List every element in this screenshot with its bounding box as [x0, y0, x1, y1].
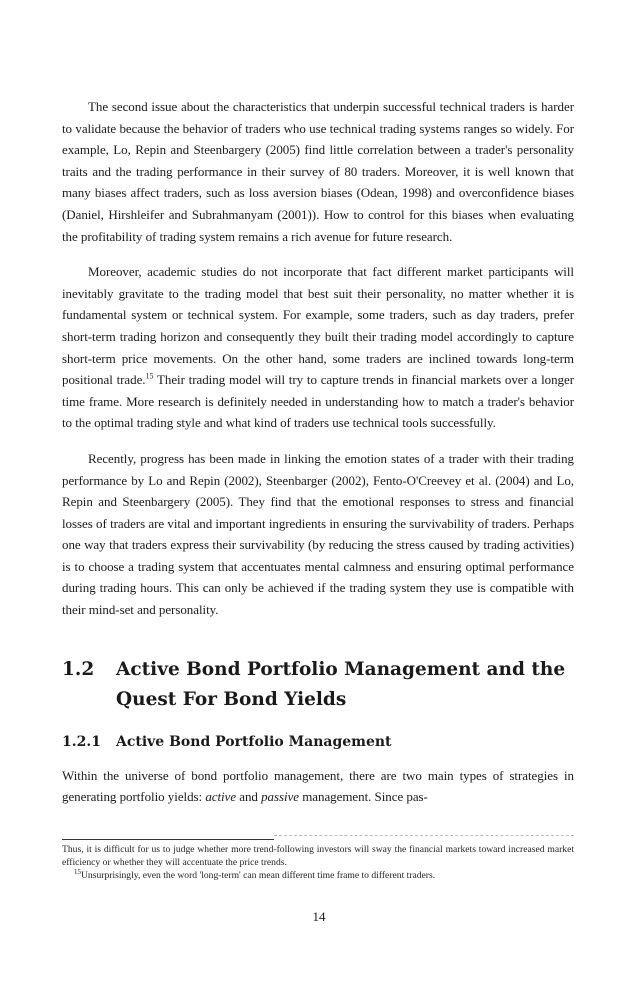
- subsection-title: Active Bond Portfolio Management: [116, 733, 392, 750]
- paragraph-text: Moreover, academic studies do not incorporate that fact different market participants will inevitably gravitate to the trading model that best suit their personality, no matter whether it is fundamental system or technical system. For example, some traders, such as day traders, prefer short-term trading horizon and consequently they built their trading model accordingly to capture short-term price movements. On the other hand, some traders are inclined towards long-term positional trade.: [62, 264, 574, 388]
- emphasis-passive: passive: [261, 789, 300, 805]
- paragraph-text: Their trading model will try to capture trends in financial markets over a longer time frame. More research is definitely needed in understanding how to match a trader's behavior to the optimal trading style and what kind of traders use technical tools successfully.: [62, 372, 574, 431]
- footnotes: [62, 843, 574, 882]
- paragraph-bond-strategies: [62, 765, 574, 808]
- paragraph-text: and: [236, 789, 262, 805]
- footnote-mark-15: 15: [74, 867, 81, 876]
- emphasis-active: active: [205, 789, 237, 805]
- page-body: [62, 96, 574, 822]
- footnote-15-text: Unsurprisingly, even the word 'long-term' can mean different time frame to different traders.: [81, 870, 436, 881]
- page-number: 14: [312, 909, 326, 924]
- section-number: 1.2: [62, 658, 95, 680]
- paragraph-market-participants: [62, 261, 574, 434]
- paragraph-emotion-states: Recently, progress has been made in linking the emotion states of a trader with their trading performance by Lo and Repin (2002), Steenbarger (2002), Fento-O'Creevey et al. (2004) and Lo, Repin and Steenbargery (2005). They find that the emotional responses to stress and financial losses of traders are vital and important ingredients in ensuring the survivability of traders. Perhaps one way that traders express their survivability (by reducing the stress caused by trading activities) is to choose a trading system that accentuates mental calmness and ensuring optimal performance during trading hours. This can only be achieved if the trading system they use is compatible with their mind-set and personality.: [62, 450, 574, 618]
- footnote-rule-solid: [62, 839, 274, 840]
- footnote-15: [62, 869, 574, 882]
- paragraph-technical-traders: The second issue about the characteristics that underpin successful technical traders is harder to validate because the behavior of traders who use technical trading systems ranges so widely. For example, Lo, Repin and Steenbargery (2005) find little correlation between a trader's personality traits and the trading performance in their survey of 80 traders. Moreover, it is well known that many biases affect traders, such as loss aversion biases (Odean, 1998) and overconfidence biases (Daniel, Hirshleifer and Subrahmanyam (2001)). How to control for this biases when evaluating the profitability of trading system remains a rich avenue for future research.: [62, 99, 574, 244]
- footnote-reference-15[interactable]: 15: [145, 371, 154, 381]
- footnote-rule-dashed: [274, 835, 574, 836]
- paragraph-text: Within the universe of bond portfolio management, there are two main types of strategies in generating portfolio yields:: [62, 767, 574, 805]
- subsection-heading: [62, 731, 574, 753]
- subsection-number: 1.2.1: [62, 733, 101, 750]
- paragraph-text: management. Since pas-: [299, 789, 428, 805]
- footnote-continued: Thus, it is difficult for us to judge whether more trend-following investors will sway the financial markets toward increased market efficiency or whether they will accentuate the price trends.: [62, 844, 574, 868]
- section-heading: [62, 655, 574, 715]
- section-title: Active Bond Portfolio Management and the Quest For Bond Yields: [116, 658, 566, 710]
